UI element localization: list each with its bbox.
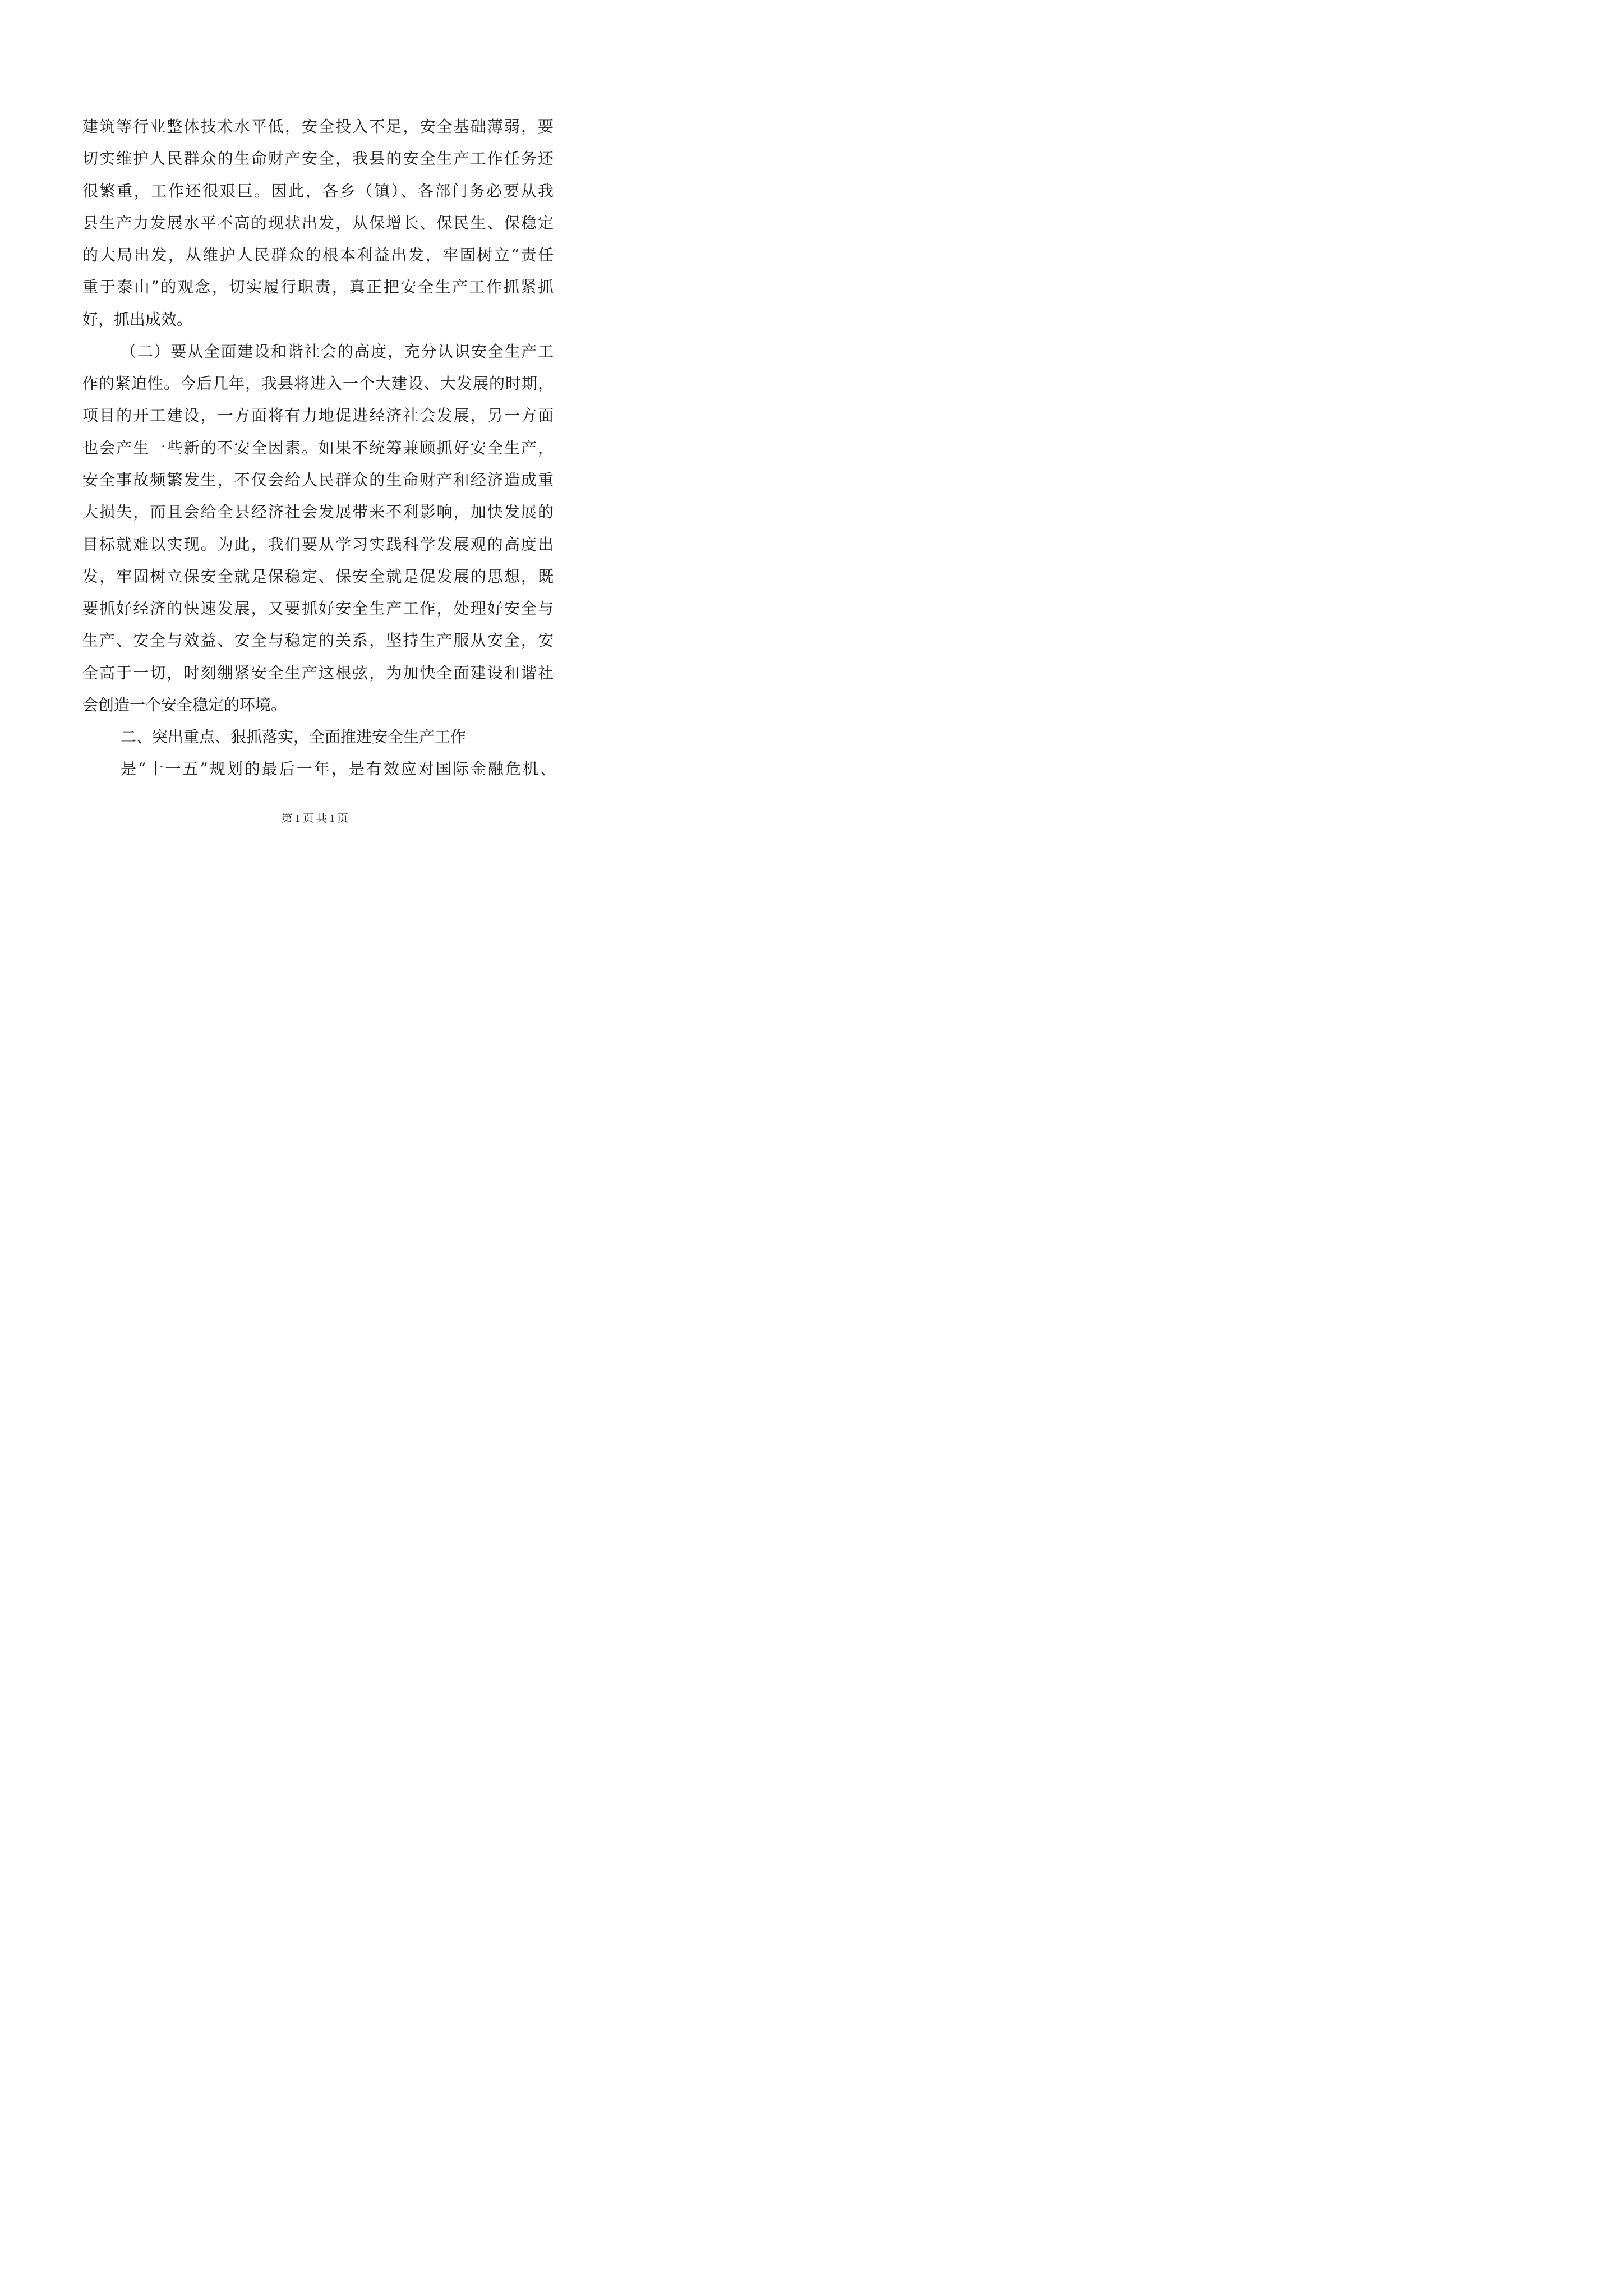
text-line-13: 大损失，而且会给全县经济社会发展带来不利影响，加快发展的 bbox=[82, 503, 554, 521]
text-line-12: 安全事故频繁发生，不仅会给人民群众的生命财产和经济造成重 bbox=[82, 471, 554, 489]
text-line-15: 发，牢固树立保安全就是保稳定、保安全就是促发展的思想，既 bbox=[82, 567, 554, 586]
text-line-4: 县生产力发展水平不高的现状出发，从保增长、保民生、保稳定 bbox=[82, 214, 554, 232]
document-page bbox=[0, 0, 630, 890]
text-line-17: 生产、安全与效益、安全与稳定的关系，坚持生产服从安全，安 bbox=[82, 631, 554, 650]
text-line-19: 会创造一个安全稳定的环境。 bbox=[82, 696, 287, 714]
text-line-11: 也会产生一些新的不安全因素。如果不统筹兼顾抓好安全生产， bbox=[82, 439, 554, 457]
text-line-5: 的大局出发，从维护人民群众的根本利益出发，牢固树立“责任 bbox=[82, 246, 554, 264]
text-line-6: 重于泰山”的观念，切实履行职责，真正把安全生产工作抓紧抓 bbox=[82, 278, 554, 296]
text-line-2: 切实维护人民群众的生命财产安全，我县的安全生产工作任务还 bbox=[82, 149, 554, 168]
text-line-21: 是“十一五”规划的最后一年，是有效应对国际金融危机、 bbox=[121, 760, 556, 778]
text-line-7: 好，抓出成效。 bbox=[82, 310, 193, 329]
text-line-14: 目标就难以实现。为此，我们要从学习实践科学发展观的高度出 bbox=[82, 535, 554, 554]
text-line-10: 项目的开工建设，一方面将有力地促进经济社会发展，另一方面 bbox=[82, 406, 554, 425]
text-line-18: 全高于一切，时刻绷紧安全生产这根弦，为加快全面建设和谐社 bbox=[82, 664, 554, 682]
text-line-9: 作的紧迫性。今后几年，我县将进入一个大建设、大发展的时期， bbox=[82, 374, 554, 393]
paragraph-2-heading-line: （二）要从全面建设和谐社会的高度，充分认识安全生产工 bbox=[121, 342, 554, 361]
section-heading: 二、突出重点、狠抓落实，全面推进安全生产工作 bbox=[121, 728, 467, 746]
page-number-footer: 第 1 页 共 1 页 bbox=[282, 813, 348, 825]
text-line-16: 要抓好经济的快速发展，又要抓好安全生产工作，处理好安全与 bbox=[82, 599, 554, 618]
text-line-1: 建筑等行业整体技术水平低，安全投入不足，安全基础薄弱，要 bbox=[82, 117, 554, 136]
text-line-3: 很繁重，工作还很艰巨。因此，各乡（镇）、各部门务必要从我 bbox=[82, 182, 554, 200]
